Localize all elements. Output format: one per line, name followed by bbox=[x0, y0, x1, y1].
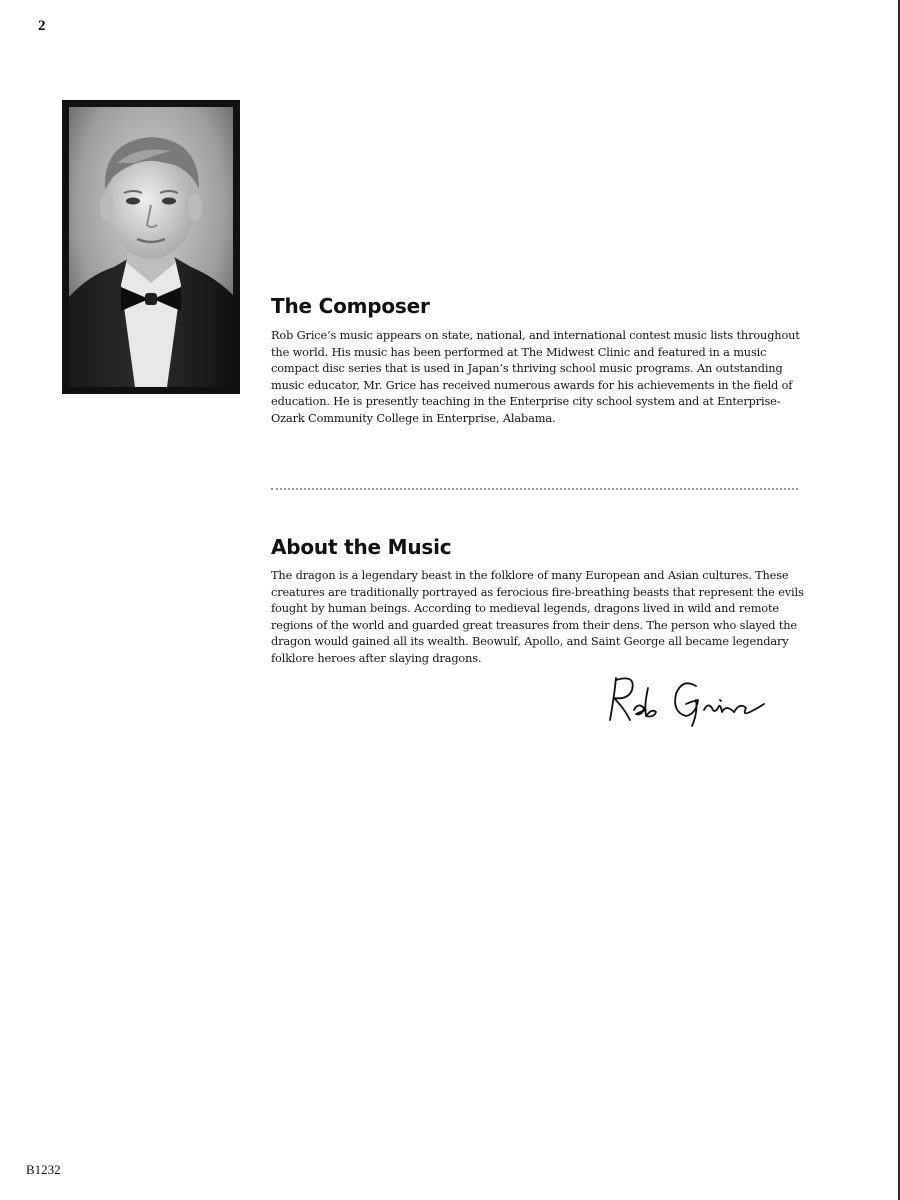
composer-portrait-photo bbox=[69, 107, 233, 387]
catalog-code: B1232 bbox=[26, 1162, 61, 1177]
composer-heading: The Composer bbox=[271, 294, 430, 318]
about-music-paragraph: The dragon is a legendary beast in the folklore of many European and Asian cultures. These creatures are traditionally portrayed as ferocious fire-breathing beasts that represent the evils fought by human beings. According to medieval legends, dragons lived in wild and remote regions of the world and guarded great treasures from their dens. The person who slayed the dragon would gained all its wealth. Beowulf, Apollo, and Saint George all became legendary folklore heroes after slaying dragons. bbox=[271, 568, 804, 665]
composer-photo-frame bbox=[62, 100, 240, 394]
dotted-divider bbox=[271, 488, 798, 490]
about-music-heading: About the Music bbox=[271, 535, 452, 559]
composer-bio-paragraph: Rob Grice’s music appears on state, national, and international contest music lists throughout the world. His music has been performed at The Midwest Clinic and featured in a music compact disc series that is used in Japan’s thriving school music programs. An outstanding music educator, Mr. Grice has received numerous awards for his achievements in the field of education. He is presently teaching in the Enterprise city school system and at Enterprise-Ozark Community College in Enterprise, Alabama. bbox=[271, 328, 800, 425]
composer-signature bbox=[600, 668, 770, 728]
page-number: 2 bbox=[38, 18, 46, 34]
